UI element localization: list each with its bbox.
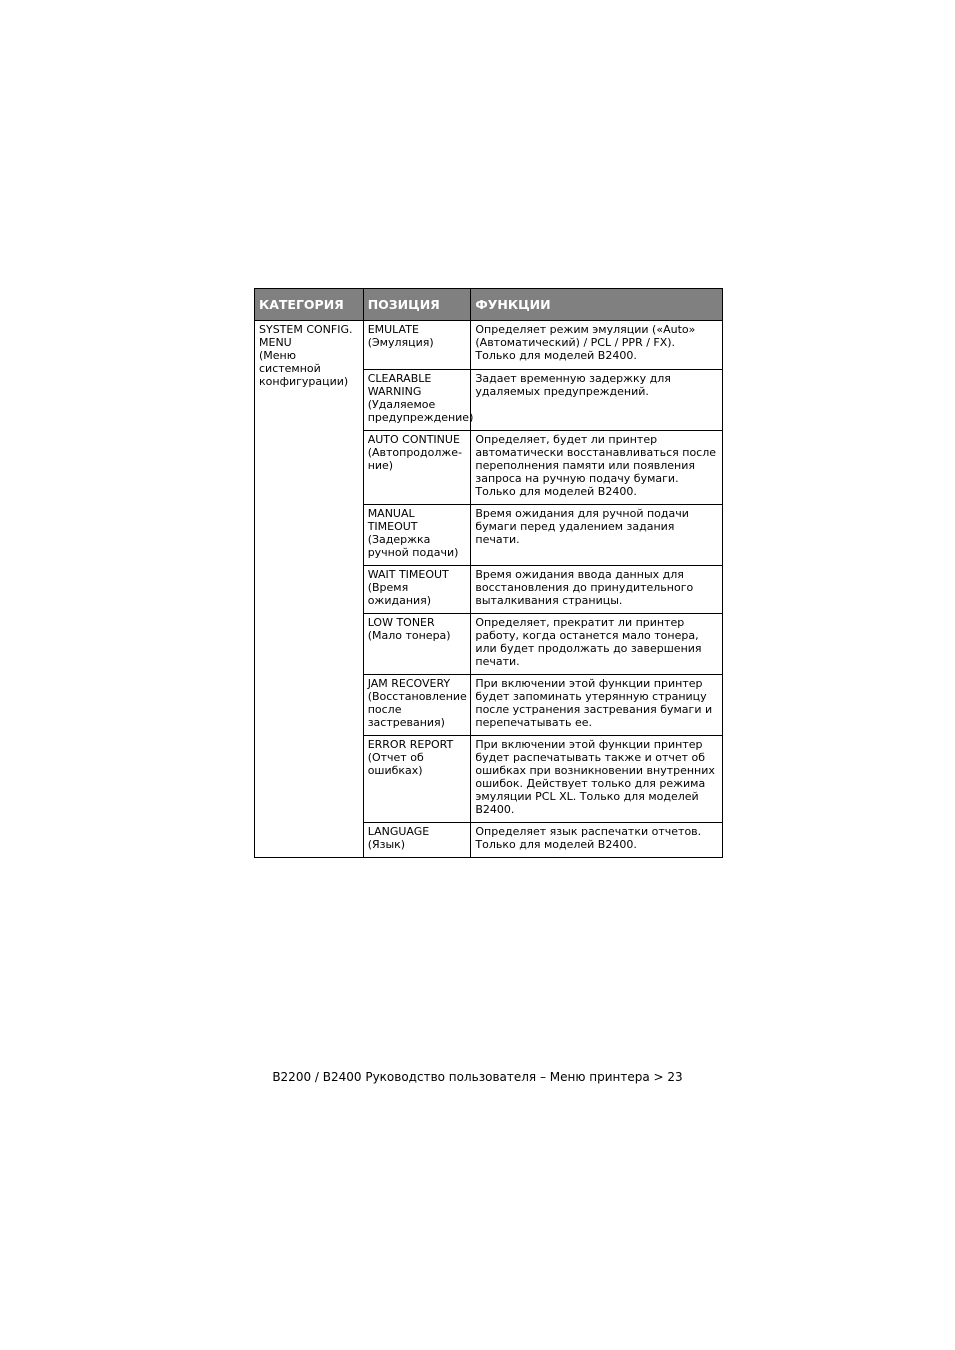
position-cell bbox=[363, 505, 471, 566]
position-label: AUTO CONTINUE (Автопродолже- ние) bbox=[367, 433, 463, 472]
table-header-row bbox=[255, 289, 723, 321]
printer-menu-table bbox=[254, 288, 723, 858]
position-label: JAM RECOVERY (Восстановление после застревания) bbox=[367, 677, 467, 729]
function-cell bbox=[471, 370, 723, 431]
function-description: Определяет, прекратит ли принтер работу, когда останется мало тонера, или будет продолжать до завершения печати. bbox=[475, 616, 702, 668]
position-cell bbox=[363, 431, 471, 505]
table-row bbox=[255, 321, 723, 370]
header-category: КАТЕГОРИЯ bbox=[255, 289, 364, 321]
position-label: CLEARABLE WARNING (Удаляемое предупреждение) bbox=[367, 372, 474, 424]
position-cell bbox=[363, 736, 471, 823]
function-description: Время ожидания ввода данных для восстановления до принудительного выталкивания страницы. bbox=[475, 568, 694, 607]
function-description: При включении этой функции принтер будет распечатывать также и отчет об ошибках при возникновении внутренних ошибок. Действует только для режима эмуляции PCL XL. Только для моделей B2400. bbox=[475, 738, 715, 816]
function-description: Время ожидания для ручной подачи бумаги перед удалением задания печати. bbox=[475, 507, 689, 546]
function-cell bbox=[471, 505, 723, 566]
function-description: Определяет режим эмуляции («Auto» (Автоматический) / PCL / PPR / FX). Только для моделей B2400. bbox=[475, 323, 696, 362]
position-label: WAIT TIMEOUT (Время ожидания) bbox=[367, 568, 449, 607]
category-label: SYSTEM CONFIG. MENU (Меню системной конфигурации) bbox=[259, 323, 353, 388]
header-function: ФУНКЦИИ bbox=[471, 289, 723, 321]
position-cell bbox=[363, 823, 471, 858]
function-cell bbox=[471, 614, 723, 675]
position-label: MANUAL TIMEOUT (Задержка ручной подачи) bbox=[367, 507, 459, 559]
function-cell bbox=[471, 566, 723, 614]
function-description: При включении этой функции принтер будет запоминать утерянную страницу после устранения застревания бумаги и перепечатывать ее. bbox=[475, 677, 713, 729]
function-description: Определяет, будет ли принтер автоматически восстанавливаться после переполнения памяти или появления запроса на ручную подачу бумаги. Только для моделей B2400. bbox=[475, 433, 717, 498]
category-cell bbox=[255, 321, 364, 858]
position-label: EMULATE (Эмуляция) bbox=[367, 323, 434, 349]
function-description: Задает временную задержку для удаляемых предупреждений. bbox=[475, 372, 671, 398]
position-cell bbox=[363, 370, 474, 431]
page-footer: B2200 / B2400 Руководство пользователя – Меню принтера > 23 bbox=[272, 1070, 683, 1084]
function-cell bbox=[471, 675, 723, 736]
function-description: Определяет язык распечатки отчетов. Только для моделей B2400. bbox=[475, 825, 702, 851]
position-cell bbox=[363, 614, 471, 675]
position-cell bbox=[363, 566, 471, 614]
position-cell bbox=[363, 675, 471, 736]
header-position: ПОЗИЦИЯ bbox=[363, 289, 471, 321]
function-cell bbox=[471, 736, 723, 823]
position-cell bbox=[363, 321, 471, 370]
position-label: LOW TONER (Мало тонера) bbox=[367, 616, 451, 642]
function-cell bbox=[471, 431, 723, 505]
position-label: LANGUAGE (Язык) bbox=[367, 825, 430, 851]
position-label: ERROR REPORT (Отчет об ошибках) bbox=[367, 738, 454, 777]
function-cell bbox=[471, 823, 723, 858]
function-cell bbox=[471, 321, 723, 370]
